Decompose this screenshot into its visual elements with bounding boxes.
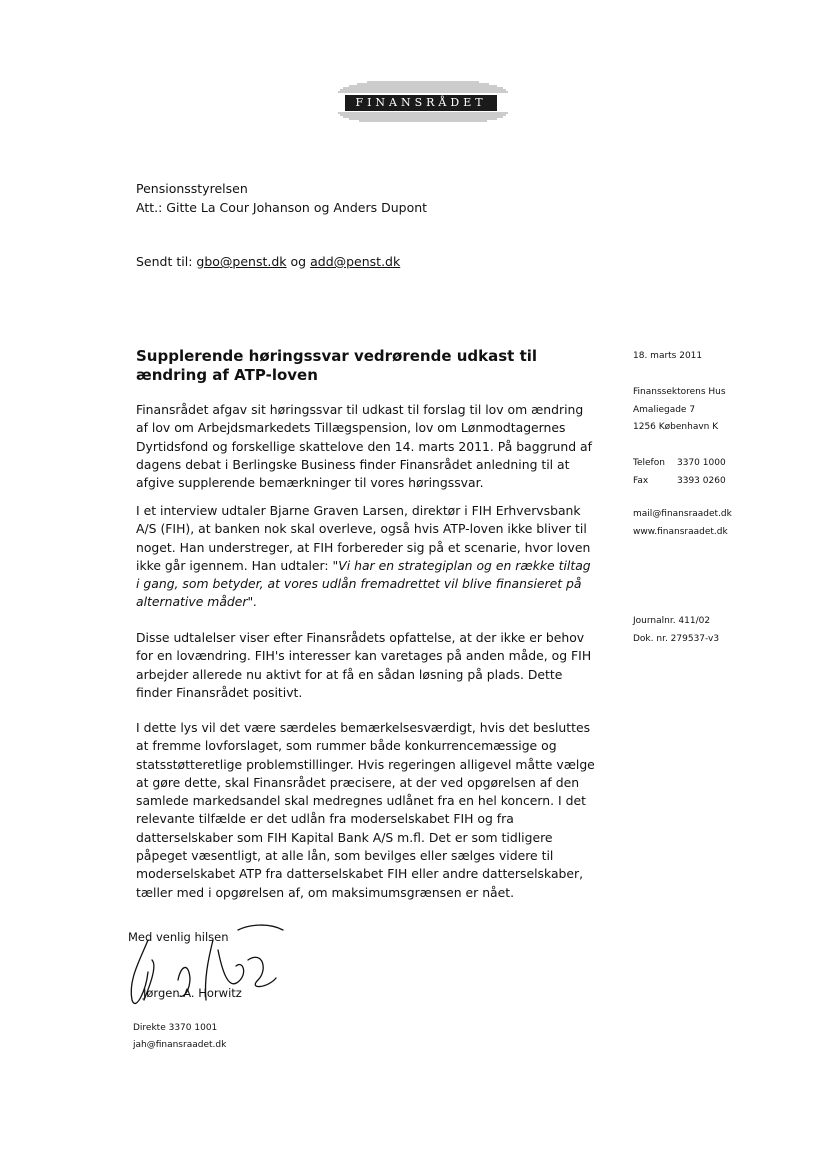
phone-number: 3370 1000 (677, 458, 726, 468)
journal-number: Journalnr. 411/02 (633, 616, 711, 626)
recipient-attn: Att.: Gitte La Cour Johanson og Anders Dupont (136, 200, 428, 215)
sender-online (633, 506, 732, 541)
sent-to-label: Sendt til: (136, 254, 193, 269)
sender-email[interactable]: mail@finansraadet.dk (633, 509, 732, 519)
document-number: Dok. nr. 279537-v3 (633, 633, 720, 644)
signer-direct-phone: Direkte 3370 1001 (133, 1023, 218, 1033)
body-paragraph-1: Finansrådet afgav sit høringssvar til udkast til forslag til lov om ændring af lov om Arbejdsmarkedets Tillægspension, lov om Lønmodtagernes Dyrtidsfond og forskellige skattelove den 14. marts 2011. På baggrund af dagens debat i Berlingske Business finder Finansrådet anledning til at afgive supplerende bemærkninger til vores høringssvar. (136, 402, 592, 491)
fax-label: Fax (633, 475, 649, 486)
logo-text: FINANSRÅDET (345, 95, 497, 111)
address-street: Amaliegade 7 (633, 404, 696, 415)
finansraadet-logo (337, 80, 509, 122)
email-link-gbo[interactable]: gbo@penst.dk (196, 254, 287, 269)
signer-name: Jørgen A. Horwitz (143, 986, 242, 1000)
sender-address (633, 384, 726, 437)
address-city: 1256 København K (633, 422, 719, 433)
letter-date: 18. marts 2011 (633, 351, 703, 361)
p2-text: I et interview udtaler Bjarne Graven Larsen, direktør i FIH Erhvervsbank A/S (FIH), at banken nok skal overleve, også hvis ATP-loven ikke bliver til noget. Han understreger, at FIH forbereder sig på et scenarie, hvor loven ikke går igennem. Han udtaler: (136, 503, 591, 573)
document-refs (633, 613, 719, 648)
sent-to-joiner: og (290, 254, 307, 269)
address-building: Finanssektorens Hus (633, 387, 726, 397)
phone-label: Telefon (633, 458, 665, 468)
fax-number: 3393 0260 (677, 475, 726, 486)
body-paragraph-2 (136, 502, 598, 612)
sender-contact (633, 455, 726, 490)
p2-quote: "Vi har en strategiplan og en række tiltag i gang, som betyder, at vores udlån fremadrettet vil blive finansieret på alternative måder". (136, 557, 591, 610)
handwritten-signature (118, 920, 288, 1024)
closing-greeting: Med venlig hilsen (128, 930, 229, 944)
body-paragraph-4: I dette lys vil det være særdeles bemærkelsesværdigt, hvis det besluttes at fremme lovforslaget, som rummer både konkurrencemæssige og statsstøtteretlige problemstillinger. Hvis regeringen alligevel måtte vælge at gøre dette, skal Finansrådet præcisere, at der ved opgørelsen af den samlede markedsandel skal medregnes udlånet fra en hel koncern. I det relevante tilfælde er det udlån fra moderselskabet FIH og fra datterselskaber som FIH Kapital Bank A/S m.fl. Det er som tidligere påpeget væsentligt, at alle lån, som bevilges eller sælges videre til moderselskabet ATP fra datterselskabet FIH eller andre datterselskaber, tæller med i opgørelsen af, om maksimumsgrænsen er nået. (136, 720, 595, 900)
letter-subject: Supplerende høringssvar vedrørende udkast til ændring af ATP-loven (136, 347, 538, 384)
sender-website[interactable]: www.finansraadet.dk (633, 526, 728, 537)
recipient-org: Pensionsstyrelsen (136, 181, 248, 196)
sent-to-line (136, 254, 400, 269)
body-paragraph-3: Disse udtalelser viser efter Finansrådets opfattelse, at der ikke er behov for en lovændring. FIH's interesser kan varetages på anden måde, og FIH arbejder allerede nu aktivt for at få en sådan løsning på plads. Dette finder Finansrådet positivt. (136, 630, 592, 700)
signer-email[interactable]: jah@finansraadet.dk (133, 1040, 227, 1050)
signature-icon (118, 920, 288, 1020)
email-link-add[interactable]: add@penst.dk (310, 254, 401, 269)
